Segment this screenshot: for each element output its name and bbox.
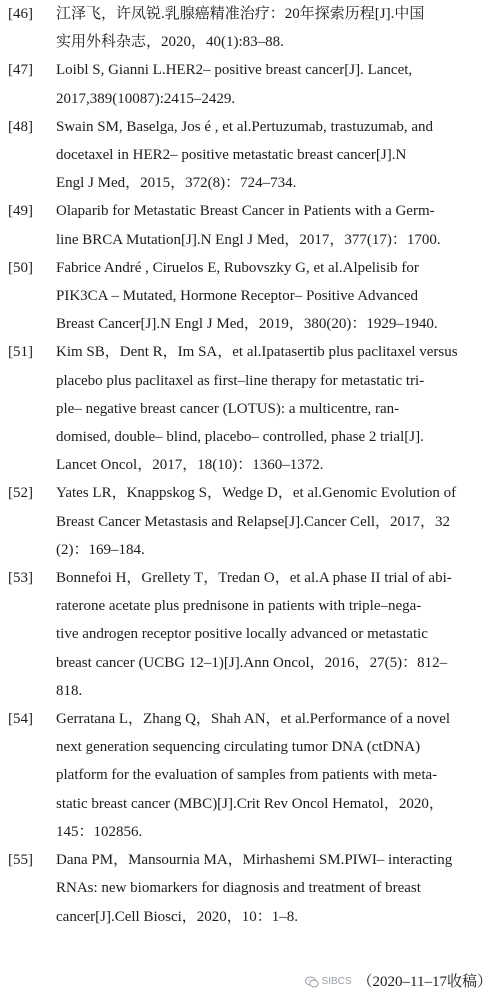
- reference-text: [56, 705, 492, 846]
- reference-line: RNAs: new biomarkers for diagnosis and treatment of breast: [56, 880, 421, 897]
- reference-line: Loibl S, Gianni L.HER2– positive breast cancer[J]. Lancet,: [56, 62, 413, 79]
- received-date: （2020–11–17收稿）: [357, 974, 492, 990]
- reference-line: 818.: [56, 682, 83, 699]
- reference-line: PIK3CA – Mutated, Hormone Receptor– Positive Advanced: [56, 288, 419, 305]
- reference-line: breast cancer (UCBG 12–1)[J].Ann Oncol，2016，27(5)：812–: [56, 654, 448, 671]
- reference-text: [56, 0, 492, 56]
- reference-item: [8, 564, 492, 705]
- reference-line: next generation sequencing circulating tumor DNA (ctDNA): [56, 739, 421, 756]
- reference-line: (2)：169–184.: [56, 541, 145, 558]
- reference-item: [8, 197, 492, 253]
- reference-number: [53]: [8, 570, 33, 587]
- reference-text: [56, 113, 492, 198]
- reference-item: [8, 846, 492, 931]
- reference-line: Engl J Med，2015，372(8)：724–734.: [56, 175, 297, 192]
- reference-line: Yates LR，Knappskog S，Wedge D，et al.Genomic Evolution of: [56, 485, 457, 502]
- reference-number: [55]: [8, 852, 33, 869]
- reference-line: docetaxel in HER2– positive metastatic breast cancer[J].N: [56, 147, 407, 164]
- reference-line: Breast Cancer[J].N Engl J Med，2019，380(20)：1929–1940.: [56, 316, 438, 333]
- reference-line: Gerratana L，Zhang Q，Shah AN，et al.Performance of a novel: [56, 711, 451, 728]
- reference-text: [56, 56, 492, 112]
- watermark: [305, 968, 352, 996]
- reference-line: cancer[J].Cell Biosci，2020，10：1–8.: [56, 908, 299, 925]
- reference-item: [8, 705, 492, 846]
- reference-text: [56, 846, 492, 931]
- received-date-line: [305, 968, 492, 996]
- reference-line: 实用外科杂志，2020，40(1):83–88.: [56, 34, 284, 51]
- reference-number: [46]: [8, 6, 33, 22]
- reference-item: [8, 254, 492, 339]
- reference-line: Swain SM, Baselga, Jos é , et al.Pertuzumab, trastuzumab, and: [56, 118, 434, 135]
- reference-number: [51]: [8, 344, 33, 361]
- reference-text: [56, 338, 492, 479]
- reference-line: ple– negative breast cancer (LOTUS): a multicentre, ran-: [56, 400, 400, 417]
- reference-item: [8, 56, 492, 112]
- reference-line: placebo plus paclitaxel as first–line therapy for metastatic tri-: [56, 372, 425, 389]
- reference-line: Breast Cancer Metastasis and Relapse[J].Cancer Cell，2017，32: [56, 513, 451, 530]
- reference-line: Fabrice André , Ciruelos E, Rubovszky G, et al.Alpelisib for: [56, 259, 419, 276]
- reference-line: tive androgen receptor positive locally advanced or metastatic: [56, 626, 428, 643]
- reference-number: [54]: [8, 711, 33, 728]
- reference-line: raterone acetate plus prednisone in patients with triple–nega-: [56, 598, 422, 615]
- reference-line: Olaparib for Metastatic Breast Cancer in Patients with a Germ-: [56, 203, 435, 220]
- wechat-icon: [305, 976, 319, 988]
- reference-number: [49]: [8, 203, 33, 220]
- reference-text: [56, 479, 492, 564]
- reference-number: [47]: [8, 62, 33, 79]
- reference-item: [8, 113, 492, 198]
- reference-item: [8, 479, 492, 564]
- reference-line: 江泽飞，许凤锐.乳腺癌精准治疗：20年探索历程[J].中国: [56, 6, 425, 22]
- reference-line: platform for the evaluation of samples from patients with meta-: [56, 767, 438, 784]
- watermark-text: SIBCS: [321, 976, 352, 987]
- reference-number: [52]: [8, 485, 33, 502]
- reference-line: 2017,389(10087):2415–2429.: [56, 90, 236, 107]
- reference-line: Bonnefoi H，Grellety T，Tredan O，et al.A phase II trial of abi-: [56, 570, 452, 587]
- reference-line: Lancet Oncol，2017，18(10)：1360–1372.: [56, 457, 324, 474]
- reference-list: [8, 0, 492, 931]
- reference-line: Kim SB，Dent R，Im SA，et al.Ipatasertib plus paclitaxel versus: [56, 344, 458, 361]
- reference-number: [48]: [8, 118, 33, 135]
- reference-item: [8, 0, 492, 56]
- reference-line: static breast cancer (MBC)[J].Crit Rev Oncol Hematol，2020，: [56, 795, 444, 812]
- reference-line: 145：102856.: [56, 823, 143, 840]
- reference-line: Dana PM，Mansournia MA，Mirhashemi SM.PIWI– interacting: [56, 852, 453, 869]
- reference-text: [56, 197, 492, 253]
- reference-text: [56, 254, 492, 339]
- reference-line: line BRCA Mutation[J].N Engl J Med，2017，377(17)：1700.: [56, 231, 441, 248]
- reference-line: domised, double– blind, placebo– controlled, phase 2 trial[J].: [56, 429, 424, 446]
- reference-number: [50]: [8, 259, 33, 276]
- reference-item: [8, 338, 492, 479]
- reference-text: [56, 564, 492, 705]
